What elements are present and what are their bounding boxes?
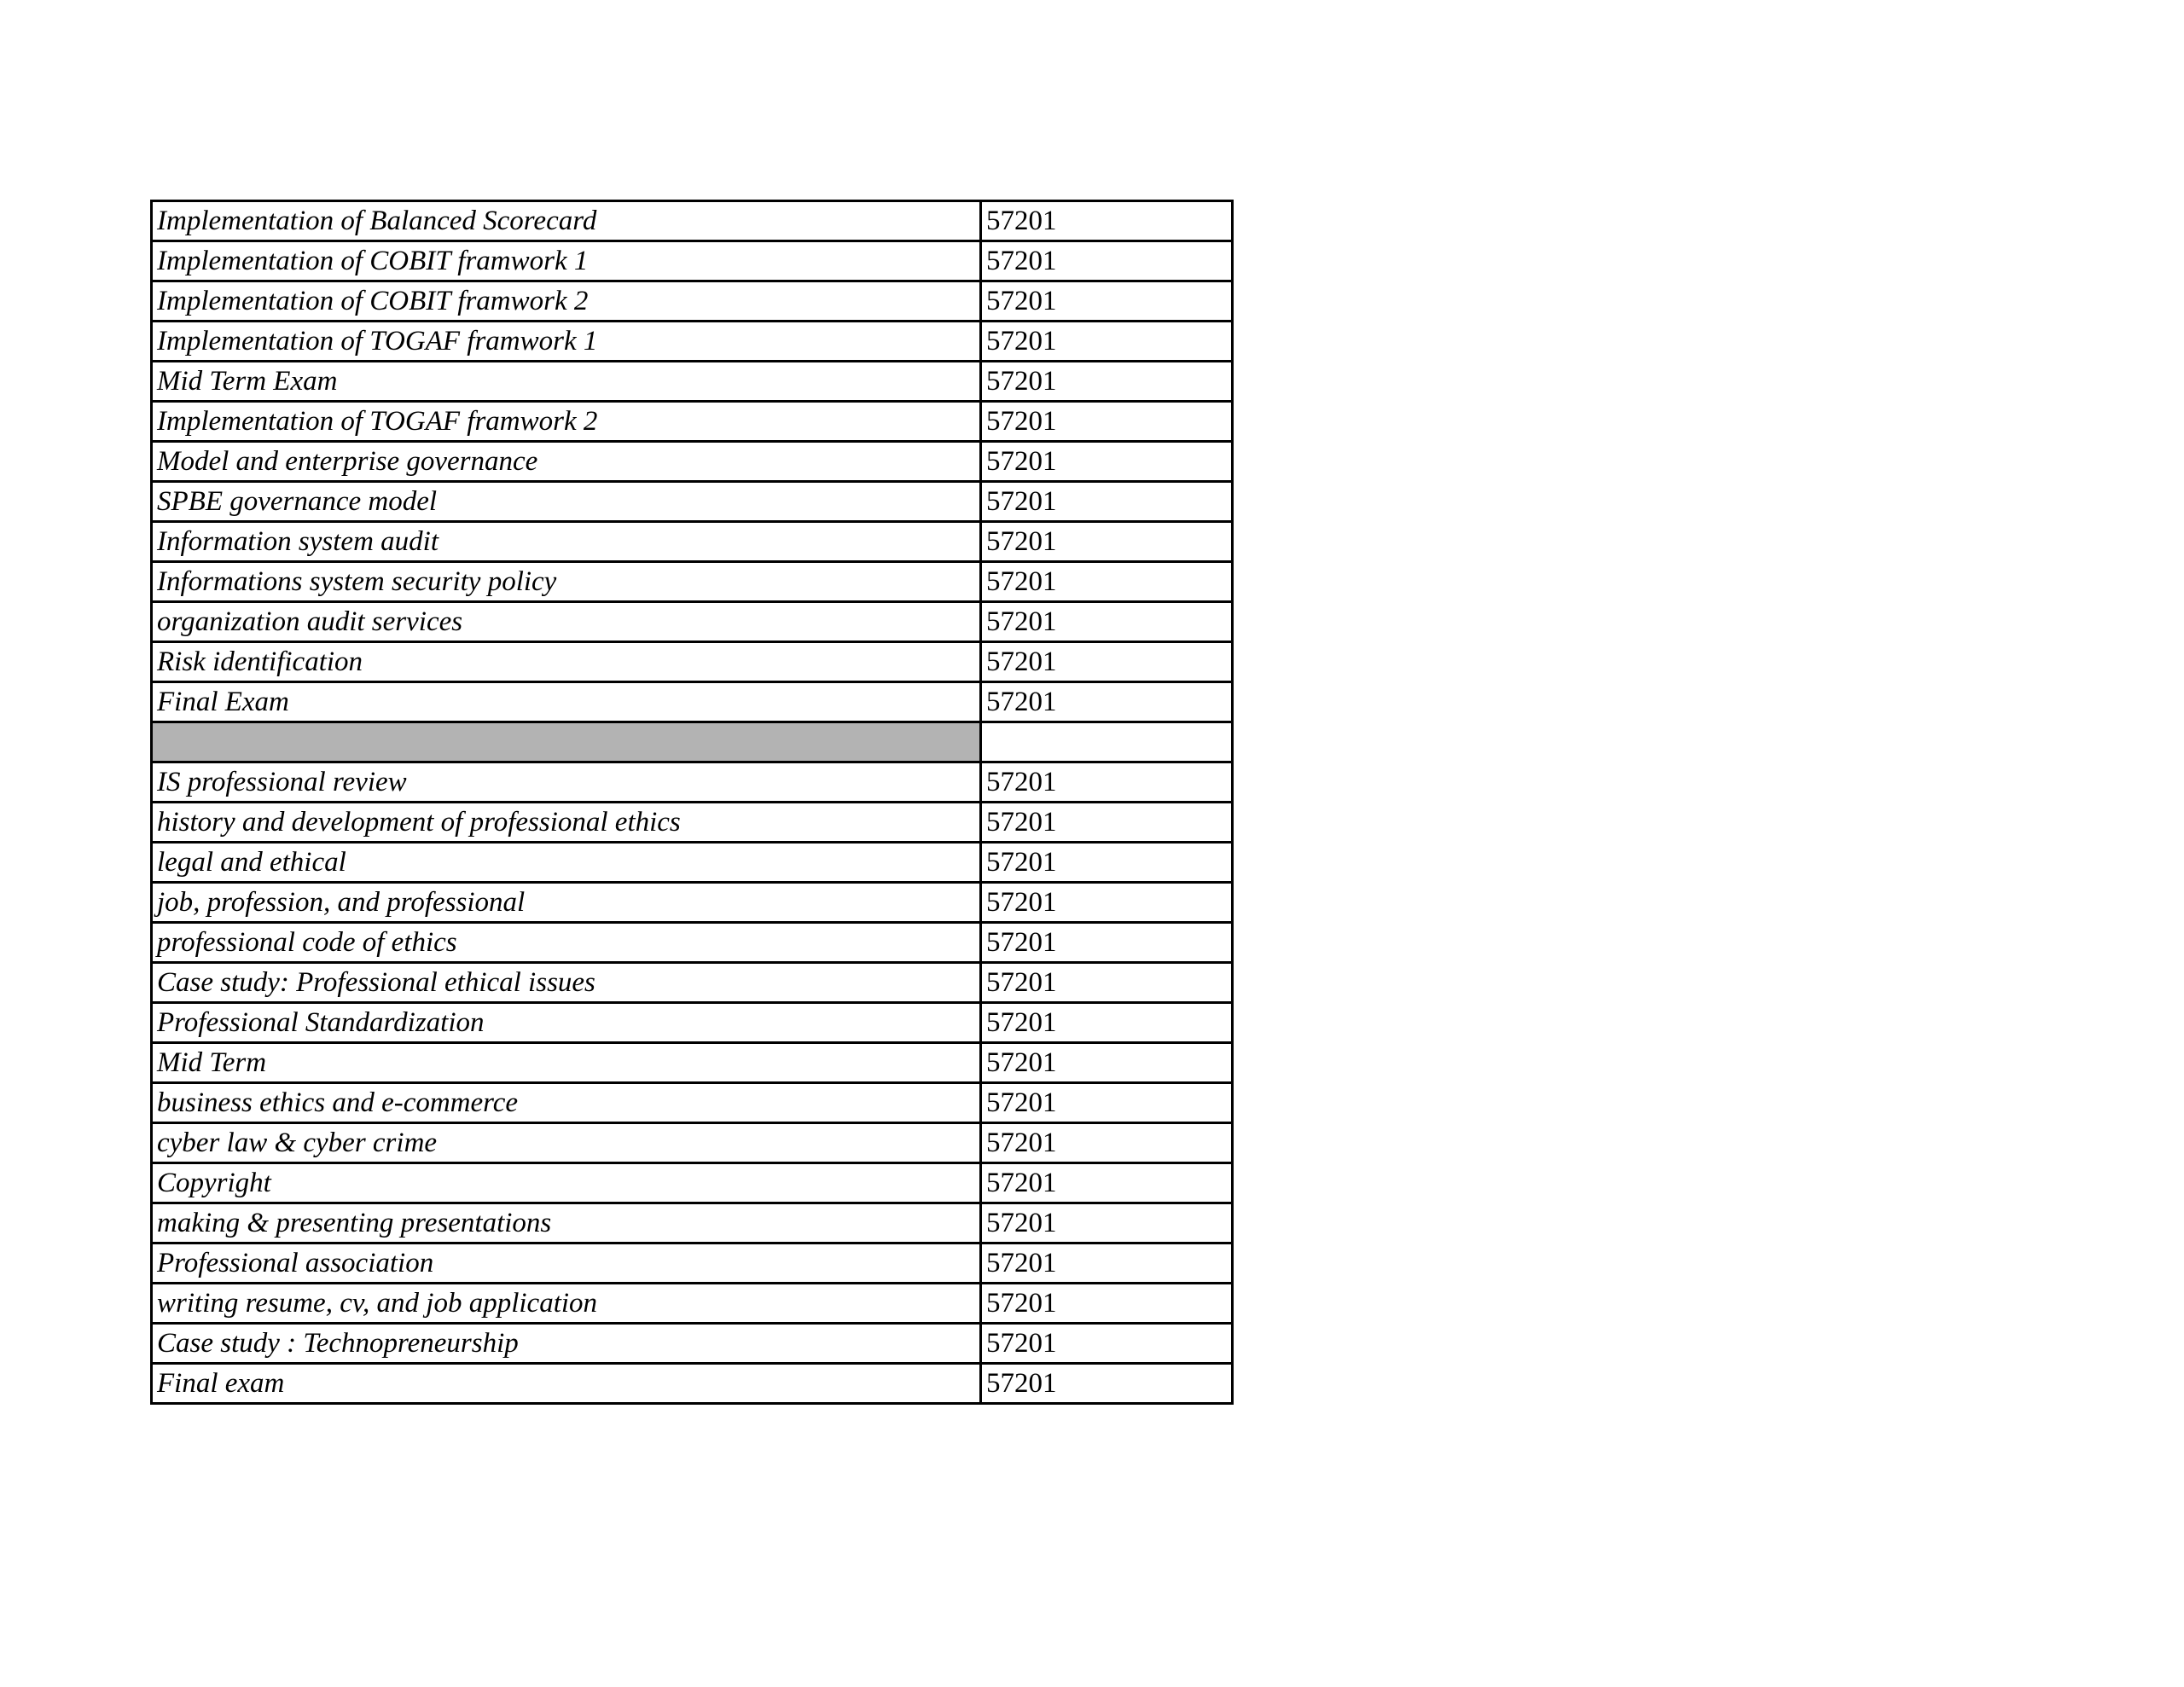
table-row (152, 1324, 1233, 1364)
table-row (152, 201, 1233, 241)
table-row (152, 482, 1233, 522)
course-code-cell: 57201 (981, 281, 1233, 322)
course-code-cell: 57201 (981, 482, 1233, 522)
topic-cell: Mid Term Exam (152, 362, 981, 402)
table-row (152, 1163, 1233, 1203)
topic-cell: Implementation of COBIT framwork 2 (152, 281, 981, 322)
course-code-cell: 57201 (981, 562, 1233, 602)
table-row (152, 1043, 1233, 1083)
course-code-cell: 57201 (981, 602, 1233, 642)
table-row (152, 963, 1233, 1003)
course-code-cell: 57201 (981, 201, 1233, 241)
table-row (152, 1123, 1233, 1163)
topic-cell: Model and enterprise governance (152, 442, 981, 482)
topic-cell: job, profession, and professional (152, 883, 981, 923)
course-code-cell: 57201 (981, 803, 1233, 843)
table-row (152, 362, 1233, 402)
course-code-cell: 57201 (981, 1203, 1233, 1244)
table-row (152, 442, 1233, 482)
course-code-cell: 57201 (981, 1244, 1233, 1284)
course-code-cell: 57201 (981, 1123, 1233, 1163)
topic-cell: Copyright (152, 1163, 981, 1203)
course-code-cell: 57201 (981, 883, 1233, 923)
course-code-cell: 57201 (981, 362, 1233, 402)
course-code-cell: 57201 (981, 1284, 1233, 1324)
topic-cell: business ethics and e-commerce (152, 1083, 981, 1123)
topic-cell: cyber law & cyber crime (152, 1123, 981, 1163)
course-code-cell: 57201 (981, 322, 1233, 362)
course-code-cell: 57201 (981, 963, 1233, 1003)
table-row (152, 1203, 1233, 1244)
table-row (152, 1003, 1233, 1043)
topic-cell: legal and ethical (152, 843, 981, 883)
course-code-cell: 57201 (981, 1163, 1233, 1203)
table-row (152, 883, 1233, 923)
topic-cell: Informations system security policy (152, 562, 981, 602)
topic-cell: Professional Standardization (152, 1003, 981, 1043)
topic-cell: Implementation of Balanced Scorecard (152, 201, 981, 241)
course-code-cell: 57201 (981, 762, 1233, 803)
course-code-cell: 57201 (981, 1003, 1233, 1043)
table-row (152, 1364, 1233, 1404)
shaded-cell (152, 722, 981, 762)
table-row (152, 322, 1233, 362)
topic-cell: IS professional review (152, 762, 981, 803)
table-row (152, 642, 1233, 682)
table-row (152, 562, 1233, 602)
topic-cell: organization audit services (152, 602, 981, 642)
table-row (152, 803, 1233, 843)
course-code-cell: 57201 (981, 241, 1233, 281)
table-row (152, 682, 1233, 722)
course-code-cell: 57201 (981, 642, 1233, 682)
topic-cell: Implementation of COBIT framwork 1 (152, 241, 981, 281)
course-code-cell: 57201 (981, 682, 1233, 722)
table-row (152, 602, 1233, 642)
table-body (152, 201, 1233, 1404)
course-code-cell: 57201 (981, 522, 1233, 562)
table-row (152, 923, 1233, 963)
course-code-cell: 57201 (981, 843, 1233, 883)
topic-cell: Case study: Professional ethical issues (152, 963, 981, 1003)
table-row (152, 522, 1233, 562)
topic-cell: Professional association (152, 1244, 981, 1284)
topic-cell: history and development of professional ethics (152, 803, 981, 843)
topic-cell: making & presenting presentations (152, 1203, 981, 1244)
table-row (152, 762, 1233, 803)
table-row (152, 843, 1233, 883)
topic-cell: Implementation of TOGAF framwork 2 (152, 402, 981, 442)
topic-cell: Final exam (152, 1364, 981, 1404)
course-code-cell: 57201 (981, 442, 1233, 482)
table-row (152, 1083, 1233, 1123)
separator-row (152, 722, 1233, 762)
topic-cell: Risk identification (152, 642, 981, 682)
course-code-cell: 57201 (981, 923, 1233, 963)
table-row (152, 281, 1233, 322)
topic-cell: Case study : Technopreneurship (152, 1324, 981, 1364)
course-code-cell: 57201 (981, 402, 1233, 442)
topic-cell: Implementation of TOGAF framwork 1 (152, 322, 981, 362)
course-code-cell: 57201 (981, 1364, 1233, 1404)
topic-cell: Mid Term (152, 1043, 981, 1083)
table-row (152, 1244, 1233, 1284)
topic-cell: Information system audit (152, 522, 981, 562)
course-code-cell (981, 722, 1233, 762)
table-row (152, 402, 1233, 442)
course-code-cell: 57201 (981, 1324, 1233, 1364)
table-row (152, 1284, 1233, 1324)
topic-cell: professional code of ethics (152, 923, 981, 963)
topic-cell: SPBE governance model (152, 482, 981, 522)
topic-cell: Final Exam (152, 682, 981, 722)
topic-cell: writing resume, cv, and job application (152, 1284, 981, 1324)
course-code-cell: 57201 (981, 1043, 1233, 1083)
table-row (152, 241, 1233, 281)
course-code-cell: 57201 (981, 1083, 1233, 1123)
course-topics-table (150, 200, 1234, 1405)
